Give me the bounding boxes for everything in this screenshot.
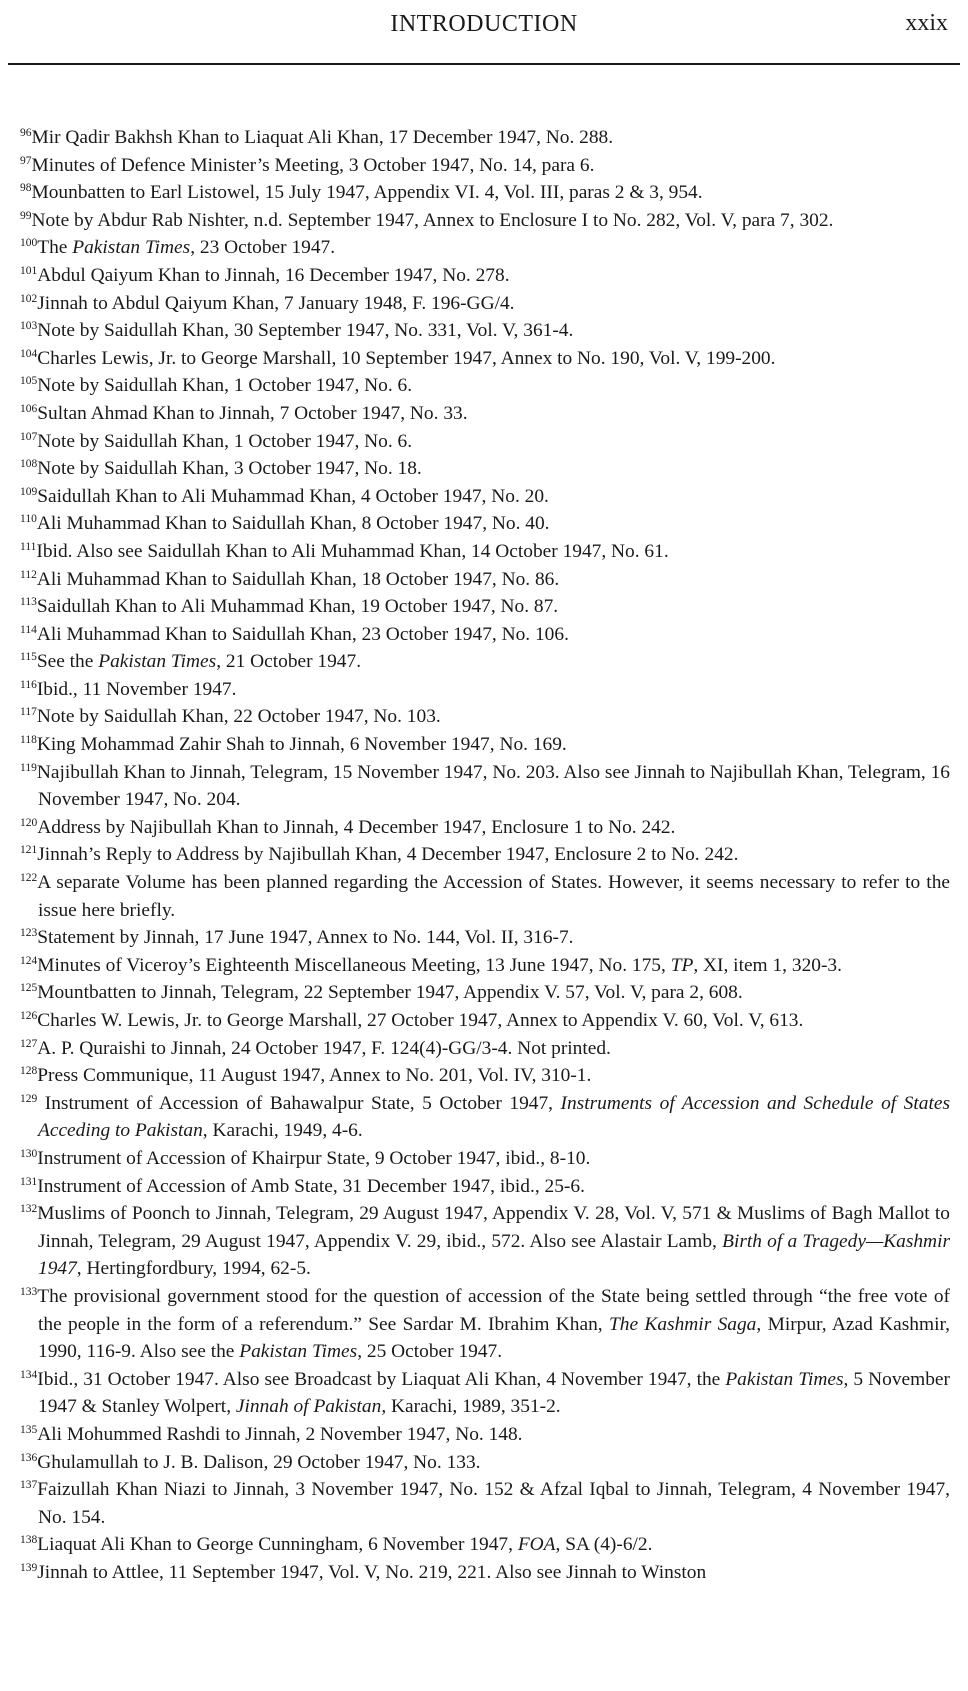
footnote-title-text: Instruments of Accession and Schedule of States Acceding to Pakistan	[38, 1092, 950, 1142]
footnote-text: , SA (4)-6/2.	[555, 1534, 653, 1556]
footnote-number: 100	[20, 237, 38, 250]
footnote-text: Saidullah Khan to Ali Muhammad Khan, 19 October 1947, No. 87.	[36, 596, 559, 618]
footnote-text: Sultan Ahmad Khan to Jinnah, 7 October 1947, No. 33.	[37, 402, 468, 424]
footnote-text: Instrument of Accession of Khairpur State, 9 October 1947, ibid., 8-10.	[37, 1147, 591, 1169]
footnote	[20, 207, 950, 235]
footnote-number: 122	[20, 872, 38, 885]
footnote	[20, 648, 950, 676]
footnote-number: 135	[20, 1423, 38, 1436]
footnote-number: 108	[20, 458, 38, 471]
footnote-text: Najibullah Khan to Jinnah, Telegram, 15 November 1947, No. 203. Also see Jinnah to Najibullah Khan, Telegram, 16 November 1947, No. 204.	[36, 761, 950, 811]
footnote	[20, 317, 950, 345]
footnote-text: Jinnah to Abdul Qaiyum Khan, 7 January 1948, F. 196-GG/4.	[37, 292, 515, 314]
footnote-number: 109	[20, 485, 38, 498]
footnote	[20, 1145, 950, 1173]
footnote-text: , 21 October 1947.	[216, 651, 362, 673]
footnote	[20, 1173, 950, 1201]
footnote	[20, 510, 950, 538]
footnote-title-text: TP	[670, 954, 694, 976]
footnote-number: 104	[20, 347, 38, 360]
footnote	[20, 372, 950, 400]
footnote-text: Instrument of Accession of Bahawalpur State, 5 October 1947,	[37, 1092, 561, 1114]
footnote-text: Note by Saidullah Khan, 1 October 1947, No. 6.	[37, 375, 413, 397]
page-number: xxix	[905, 10, 948, 36]
footnote	[20, 1090, 950, 1145]
footnote	[20, 1421, 950, 1449]
footnote-number: 138	[20, 1534, 38, 1547]
footnote-text: Minutes of Viceroy’s Eighteenth Miscellaneous Meeting, 13 June 1947, No. 175,	[37, 954, 671, 976]
footnote	[20, 152, 950, 180]
footnote-number: 114	[20, 623, 37, 636]
footnote-title-text: Pakistan Times	[239, 1341, 358, 1363]
footnote-text: A. P. Quraishi to Jinnah, 24 October 1947, F. 124(4)-GG/3-4. Not printed.	[37, 1037, 611, 1059]
footnote	[20, 869, 950, 924]
footnote	[20, 345, 950, 373]
footnote-text: , 25 October 1947.	[357, 1341, 503, 1363]
footnote-text: Mounbatten to Earl Listowel, 15 July 1947, Appendix VI. 4, Vol. III, paras 2 & 3, 954.	[31, 182, 703, 204]
footnote	[20, 1283, 950, 1366]
footnote-number: 98	[20, 182, 32, 195]
footnote-number: 129	[20, 1092, 38, 1105]
footnote-text: Mountbatten to Jinnah, Telegram, 22 September 1947, Appendix V. 57, Vol. V, para 2, 608.	[37, 982, 743, 1004]
footnote-number: 136	[20, 1451, 38, 1464]
footnote-text: Liaquat Ali Khan to George Cunningham, 6 November 1947,	[37, 1534, 518, 1556]
footnote-number: 118	[20, 734, 37, 747]
footnote-number: 127	[20, 1037, 38, 1050]
footnote-text: Address by Najibullah Khan to Jinnah, 4 December 1947, Enclosure 1 to No. 242.	[37, 816, 676, 838]
footnote-number: 139	[20, 1561, 38, 1574]
header-rule	[8, 63, 960, 65]
footnote	[20, 483, 950, 511]
footnote-text: Jinnah’s Reply to Address by Najibullah Khan, 4 December 1947, Enclosure 2 to No. 242.	[37, 844, 739, 866]
footnote-number: 137	[20, 1479, 38, 1492]
footnote-text: , Karachi, 1989, 351-2.	[381, 1396, 561, 1418]
footnote-text: Ibid., 11 November 1947.	[36, 678, 237, 700]
footnote-text: Ali Muhammad Khan to Saidullah Khan, 8 October 1947, No. 40.	[36, 513, 550, 535]
footnote-number: 105	[20, 375, 38, 388]
footnote	[20, 924, 950, 952]
footnote-number: 101	[20, 264, 38, 277]
footnote-text: Note by Saidullah Khan, 1 October 1947, No. 6.	[37, 430, 413, 452]
footnote-number: 120	[20, 816, 38, 829]
footnote	[20, 593, 950, 621]
footnote	[20, 1007, 950, 1035]
footnote-number: 117	[20, 706, 37, 719]
footnote	[20, 1062, 950, 1090]
footnote-text: , Hertingfordbury, 1994, 62-5.	[76, 1258, 311, 1280]
footnote	[20, 290, 950, 318]
chapter-title: INTRODUCTION	[390, 11, 578, 37]
footnote-text: Press Communique, 11 August 1947, Annex to No. 201, Vol. IV, 310-1.	[37, 1065, 592, 1087]
footnote-text: Ali Mohummed Rashdi to Jinnah, 2 November 1947, No. 148.	[37, 1423, 523, 1445]
footnote-text: Note by Saidullah Khan, 3 October 1947, No. 18.	[37, 458, 422, 480]
footnote-number: 115	[20, 651, 37, 664]
footnote-number: 102	[20, 292, 38, 305]
footnote-text: , 23 October 1947.	[190, 237, 336, 259]
footnote-text: Statement by Jinnah, 17 June 1947, Annex to No. 144, Vol. II, 316-7.	[37, 927, 574, 949]
footnote-text: , XI, item 1, 320-3.	[693, 954, 842, 976]
footnote	[20, 1200, 950, 1283]
footnote-number: 107	[20, 430, 38, 443]
footnote-text: Ali Muhammad Khan to Saidullah Khan, 23 October 1947, No. 106.	[36, 623, 569, 645]
footnote-title-text: Pakistan Times	[725, 1368, 844, 1390]
footnote	[20, 952, 950, 980]
footnote	[20, 262, 950, 290]
footnote-text: Abdul Qaiyum Khan to Jinnah, 16 December 1947, No. 278.	[37, 264, 510, 286]
footnote-text: The provisional government stood for the question of accession of the State being settled through “the free vote of the people in the form of a referendum.” See Sardar M. Ibrahim Khan,	[37, 1285, 950, 1335]
footnote	[20, 979, 950, 1007]
footnote-number: 121	[20, 844, 38, 857]
footnote	[20, 676, 950, 704]
footnote-number: 97	[20, 154, 32, 167]
footnote-title-text: Birth of a Tragedy—Kashmir 1947	[38, 1230, 950, 1280]
footnote	[20, 124, 950, 152]
footnote-number: 128	[20, 1065, 38, 1078]
footnote	[20, 179, 950, 207]
footnote-text: Ibid. Also see Saidullah Khan to Ali Muhammad Khan, 14 October 1947, No. 61.	[36, 540, 669, 562]
footnote-text: Charles W. Lewis, Jr. to George Marshall, 27 October 1947, Annex to Appendix V. 60, Vol. V, 613.	[37, 1010, 804, 1031]
footnote	[20, 703, 950, 731]
footnote-title-text: Pakistan Times	[98, 651, 217, 673]
footnote-number: 123	[20, 927, 38, 940]
footnote-number: 126	[20, 1010, 38, 1022]
footnote-text: Mir Qadir Bakhsh Khan to Liaquat Ali Khan, 17 December 1947, No. 288.	[31, 127, 614, 148]
footnote-text: Charles Lewis, Jr. to George Marshall, 10 September 1947, Annex to No. 190, Vol. V, 199-200.	[37, 347, 776, 369]
footnote	[20, 234, 950, 262]
footnote-number: 131	[20, 1175, 38, 1188]
running-header	[0, 0, 968, 70]
footnote-text: , 5 November 1947 & Stanley Wolpert,	[38, 1368, 950, 1418]
footnote-text: Instrument of Accession of Amb State, 31 December 1947, ibid., 25-6.	[37, 1175, 585, 1197]
footnote-text: Muslims of Poonch to Jinnah, Telegram, 29 August 1947, Appendix V. 28, Vol. V, 571 & Muslims of Bagh Mallot to Jinnah, Telegram, 29 August 1947, Appendix V. 29, ibid., 572. Also see Alastair Lamb,	[37, 1203, 950, 1252]
footnote-number: 99	[20, 209, 32, 222]
footnote-text: Note by Abdur Rab Nishter, n.d. September 1947, Annex to Enclosure I to No. 282, Vol. V, para 7, 302.	[31, 209, 834, 231]
footnote-number: 132	[20, 1203, 38, 1216]
footnote-text: Jinnah to Attlee, 11 September 1947, Vol. V, No. 219, 221. Also see Jinnah to Winston	[37, 1561, 707, 1583]
footnote-text: Saidullah Khan to Ali Muhammad Khan, 4 October 1947, No. 20.	[37, 485, 549, 507]
footnote	[20, 731, 950, 759]
footnote-number: 111	[20, 540, 37, 553]
footnote-text: Note by Saidullah Khan, 22 October 1947, No. 103.	[36, 706, 441, 728]
footnote-number: 96	[20, 127, 32, 139]
footnote	[20, 814, 950, 842]
footnote	[20, 566, 950, 594]
footnote-number: 130	[20, 1147, 38, 1160]
footnote-number: 116	[20, 678, 37, 691]
footnote	[20, 759, 950, 814]
footnote	[20, 1476, 950, 1531]
footnote-number: 113	[20, 596, 37, 609]
footnote-text: , Mirpur, Azad Kashmir, 1990, 116-9. Also see the	[38, 1313, 950, 1363]
footnote-number: 134	[20, 1368, 38, 1381]
footnote	[20, 841, 950, 869]
footnote-text: Minutes of Defence Minister’s Meeting, 3 October 1947, No. 14, para 6.	[31, 154, 595, 176]
footnote-number: 103	[20, 320, 38, 333]
footnote-text: Ibid., 31 October 1947. Also see Broadcast by Liaquat Ali Khan, 4 November 1947, the	[37, 1368, 726, 1390]
footnote	[20, 1035, 950, 1063]
footnote-number: 112	[20, 568, 37, 581]
footnote-number: 133	[20, 1285, 38, 1298]
footnote	[20, 538, 950, 566]
footnote-text: King Mohammad Zahir Shah to Jinnah, 6 November 1947, No. 169.	[36, 734, 567, 756]
footnote	[20, 428, 950, 456]
footnote	[20, 1449, 950, 1477]
footnote-number: 106	[20, 402, 38, 415]
footnote-title-text: FOA	[517, 1534, 556, 1556]
footnote-number: 125	[20, 982, 38, 995]
footnote	[20, 1531, 950, 1559]
footnote-title-text: Jinnah of Pakistan	[235, 1396, 382, 1418]
footnote-number: 124	[20, 954, 38, 967]
footnote-text: Faizullah Khan Niazi to Jinnah, 3 November 1947, No. 152 & Afzal Iqbal to Jinnah, Telegram, 4 November 1947, No. 154.	[37, 1479, 950, 1528]
footnote-number: 110	[20, 513, 37, 526]
footnote-text: Note by Saidullah Khan, 30 September 1947, No. 331, Vol. V, 361-4.	[37, 320, 574, 342]
footnote-text: The	[37, 237, 73, 259]
footnote	[20, 455, 950, 483]
footnote-text: A separate Volume has been planned regarding the Accession of States. However, it seems necessary to refer to the issue here briefly.	[37, 872, 950, 921]
footnotes-list	[20, 124, 950, 1586]
footnote	[20, 1559, 950, 1587]
footnote	[20, 1366, 950, 1421]
footnote-text: Ali Muhammad Khan to Saidullah Khan, 18 October 1947, No. 86.	[36, 568, 560, 590]
footnote-number: 119	[20, 761, 37, 774]
footnote-title-text: The Kashmir Saga	[608, 1313, 757, 1335]
footnote-title-text: Pakistan Times	[72, 237, 191, 259]
footnote-text: , Karachi, 1949, 4-6.	[202, 1120, 363, 1142]
footnote	[20, 400, 950, 428]
footnote-text: See the	[36, 651, 99, 673]
footnote-text: Ghulamullah to J. B. Dalison, 29 October 1947, No. 133.	[37, 1451, 481, 1473]
footnote	[20, 621, 950, 649]
